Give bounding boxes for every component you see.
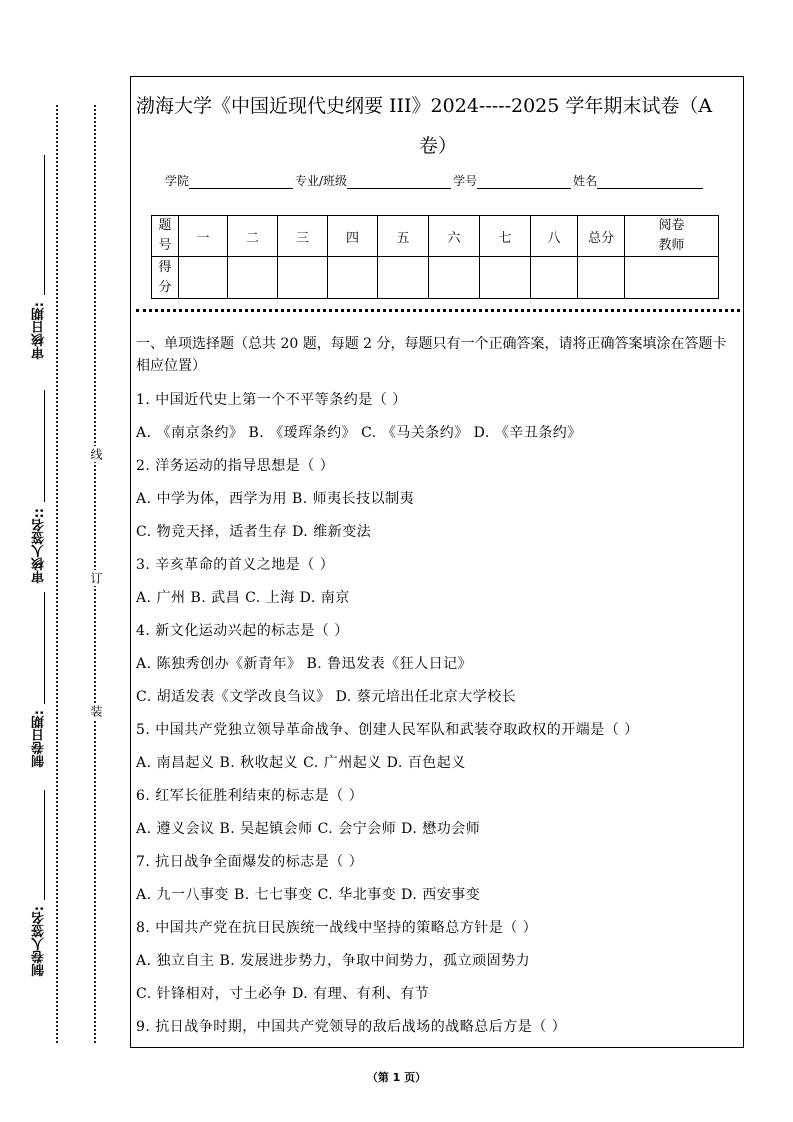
score-cell-1[interactable] [179,257,228,299]
question-3: 3. 辛亥革命的首义之地是（ ） [136,557,335,573]
student-id-field[interactable] [477,174,571,189]
outer-dotted-line [56,105,58,1043]
question-6: 6. 红军长征胜利结束的标志是（ ） [136,788,364,804]
q2-options-ab: A. 中学为体，西学为用 B. 师夷长技以制夷 [136,491,415,507]
question-no-label: 题 号 [152,216,179,257]
exam-title-line2: 卷） [418,135,457,157]
question-7: 7. 抗日战争全面爆发的标志是（ ） [136,854,364,870]
q1-options: A. 《南京条约》 B. 《瑷珲条约》 C. 《马关条约》 D. 《辛丑条约》 [136,425,582,441]
q3-options: A. 广州 B. 武昌 C. 上海 D. 南京 [136,590,350,606]
score-table-header-row [152,216,719,257]
question-4: 4. 新文化运动兴起的标志是（ ） [136,623,349,639]
page-footer: （第 1 页） [366,1071,427,1084]
col-8: 八 [531,216,578,257]
score-table [151,215,719,299]
question-9: 9. 抗日战争时期，中国共产党领导的敌后战场的战略总后方是（ ） [136,1019,567,1035]
made-date-fill-line [44,592,45,704]
score-cell-6[interactable] [429,257,480,299]
review-date-fill-line [44,155,45,295]
reviewer-sign-fill-line [44,390,45,502]
question-1: 1. 中国近代史上第一个不平等条约是（ ） [136,392,407,408]
score-label: 得 分 [152,257,179,299]
q8-options-cd: C. 针锋相对，寸土必争 D. 有理、有利、有节 [136,986,430,1002]
q5-options: A. 南昌起义 B. 秋收起义 C. 广州起义 D. 百色起义 [136,755,466,771]
score-cell-7[interactable] [480,257,531,299]
col-7: 七 [480,216,531,257]
student-id-label: 学号 [453,174,478,188]
review-date-label: 审核日期: [32,302,47,360]
reviewer-sign-label: 审核人签名:: [32,508,47,584]
college-label: 学院 [165,174,190,188]
exam-body [136,333,740,1044]
maker-sign-label: 制卷人签名: [32,906,47,977]
score-cell-total[interactable] [578,257,625,299]
section1-header: 一、单项选择题（总共 20 题，每题 2 分，每题只有一个正确答案，请将正确答案填涂在答题卡相应位置） [136,336,727,374]
binding-char-xian: 线 [89,448,103,460]
col-5: 五 [378,216,429,257]
major-class-label: 专业/班级 [295,174,348,188]
reviewer-label: 阅卷 教师 [625,216,719,257]
maker-sign-fill-line [44,790,45,900]
score-cell-4[interactable] [328,257,378,299]
dotted-separator [136,309,740,312]
name-label: 姓名 [573,174,598,188]
binding-char-zhuang: 装 [89,705,103,717]
q6-options: A. 遵义会议 B. 吴起镇会师 C. 会宁会师 D. 懋功会师 [136,821,481,837]
score-cell-2[interactable] [228,257,278,299]
question-8: 8. 中国共产党在抗日民族统一战线中坚持的策略总方针是（ ） [136,920,538,936]
score-table-score-row [152,257,719,299]
score-cell-5[interactable] [378,257,429,299]
col-6: 六 [429,216,480,257]
made-date-label: 制卷日期: [32,710,47,768]
col-2: 二 [228,216,278,257]
col-1: 一 [179,216,228,257]
q7-options: A. 九一八事变 B. 七七事变 C. 华北事变 D. 西安事变 [136,887,481,903]
score-cell-8[interactable] [531,257,578,299]
student-info-row [165,172,705,189]
college-field[interactable] [189,174,293,189]
score-cell-reviewer[interactable] [625,257,719,299]
q4-options-ab: A. 陈独秀创办《新青年》 B. 鲁迅发表《狂人日记》 [136,656,473,672]
q4-options-cd: C. 胡适发表《文学改良刍议》 D. 蔡元培出任北京大学校长 [136,689,517,705]
binding-char-ding: 订 [89,572,103,584]
question-5: 5. 中国共产党独立领导革命战争、创建人民军队和武装夺取政权的开端是（ ） [136,722,639,738]
score-cell-3[interactable] [278,257,328,299]
exam-title-line1: 渤海大学《中国近现代史纲要 III》2024-----2025 学年期末试卷（A [136,95,713,117]
major-class-field[interactable] [347,174,451,189]
col-total: 总分 [578,216,625,257]
col-4: 四 [328,216,378,257]
q2-options-cd: C. 物竞天择，适者生存 D. 维新变法 [136,524,372,540]
question-2: 2. 洋务运动的指导思想是（ ） [136,458,335,474]
name-field[interactable] [597,174,703,189]
exam-title [136,86,740,166]
col-3: 三 [278,216,328,257]
q8-options-ab: A. 独立自主 B. 发展进步势力，争取中间势力，孤立顽固势力 [136,953,531,969]
